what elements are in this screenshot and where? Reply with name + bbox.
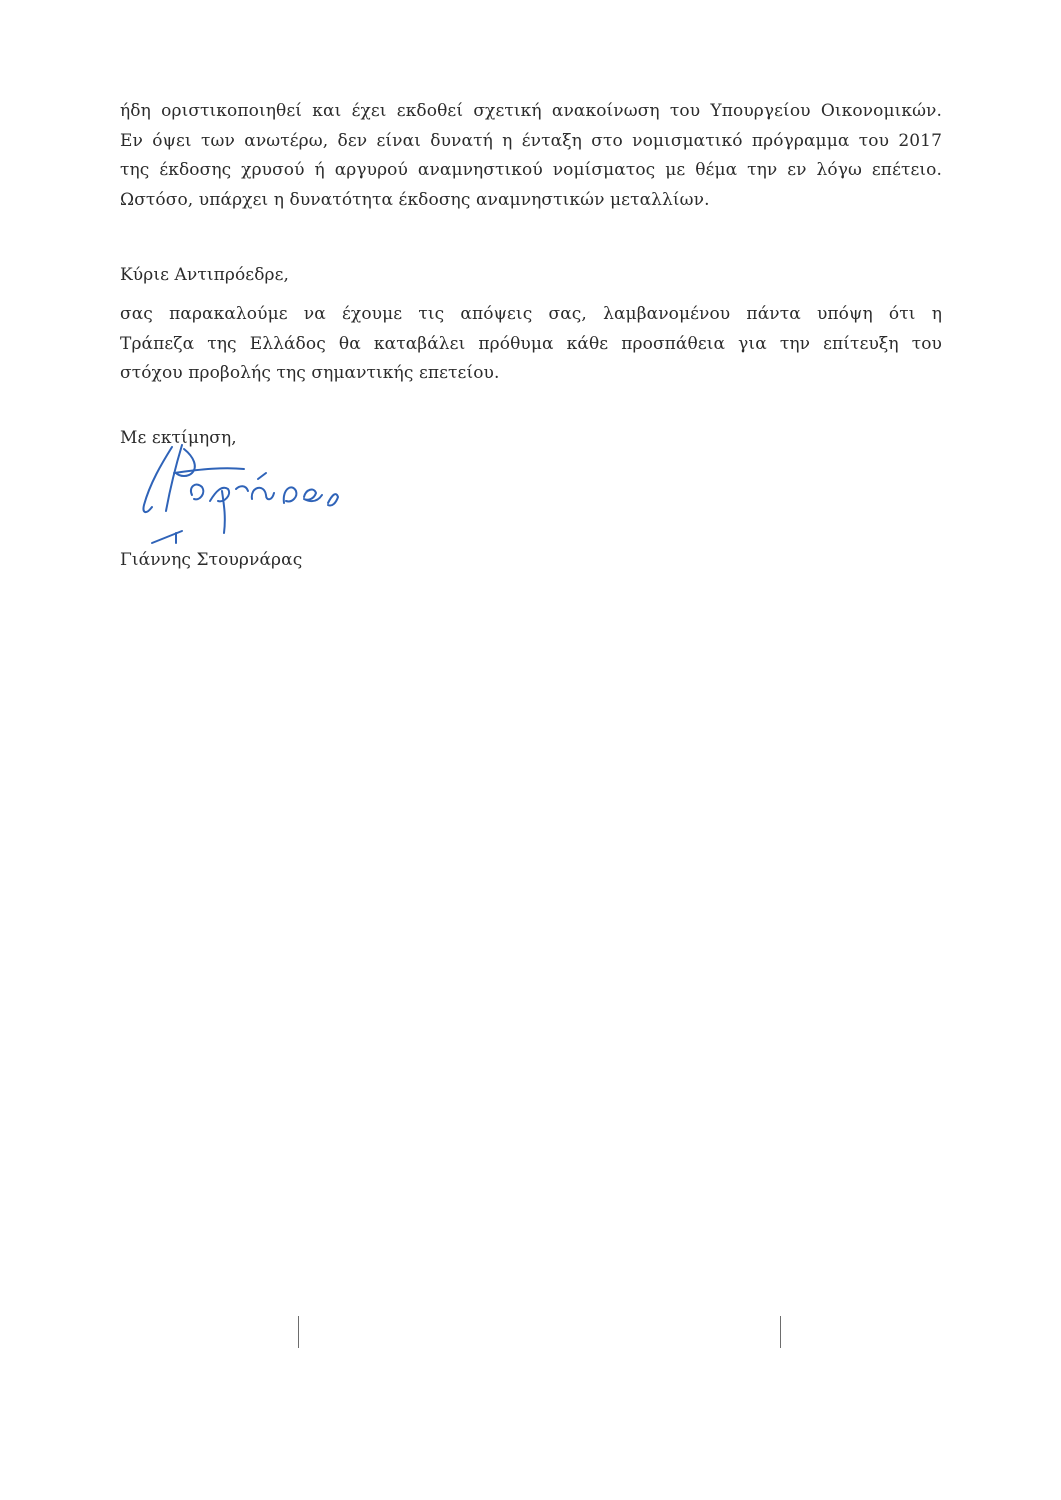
paragraph-line: ήδη οριστικοποιηθεί και έχει εκδοθεί σχετική ανακοίνωση του Υπουργείου Οικονομικών. <box>120 101 942 121</box>
paragraph-line: Εν όψει των ανωτέρω, δεν είναι δυνατή η ένταξη στο νομισματικό πρόγραμμα του 2017 <box>120 130 942 151</box>
paragraph-line: της έκδοσης χρυσού ή αργυρού αναμνηστικού νομίσματος με θέμα την εν λόγω επέτειο. <box>120 160 942 180</box>
handwritten-signature <box>132 443 362 553</box>
body-paragraph-2 <box>120 300 942 389</box>
paragraph-line: στόχου προβολής της σημαντικής επετείου. <box>120 363 500 383</box>
signer-name <box>120 546 942 576</box>
salutation-text: Κύριε Αντιπρόεδρε, <box>120 265 290 285</box>
salutation <box>120 261 942 291</box>
scan-artifact-mark <box>298 1316 299 1348</box>
closing-text: Με εκτίμηση, <box>120 428 237 448</box>
signer-name-text: Γιάννης Στουρνάρας <box>120 550 303 570</box>
paragraph-line: σας παρακαλούμε να έχουμε τις απόψεις σας, λαμβανομένου πάντα υπόψη ότι η <box>120 304 942 324</box>
paragraph-line: Ωστόσο, υπάρχει η δυνατότητα έκδοσης αναμνηστικών μεταλλίων. <box>120 189 710 210</box>
body-paragraph-1 <box>120 97 942 215</box>
scan-artifact-mark <box>780 1316 781 1348</box>
paragraph-line: Τράπεζα της Ελλάδος θα καταβάλει πρόθυμα κάθε προσπάθεια για την επίτευξη του <box>120 333 942 354</box>
